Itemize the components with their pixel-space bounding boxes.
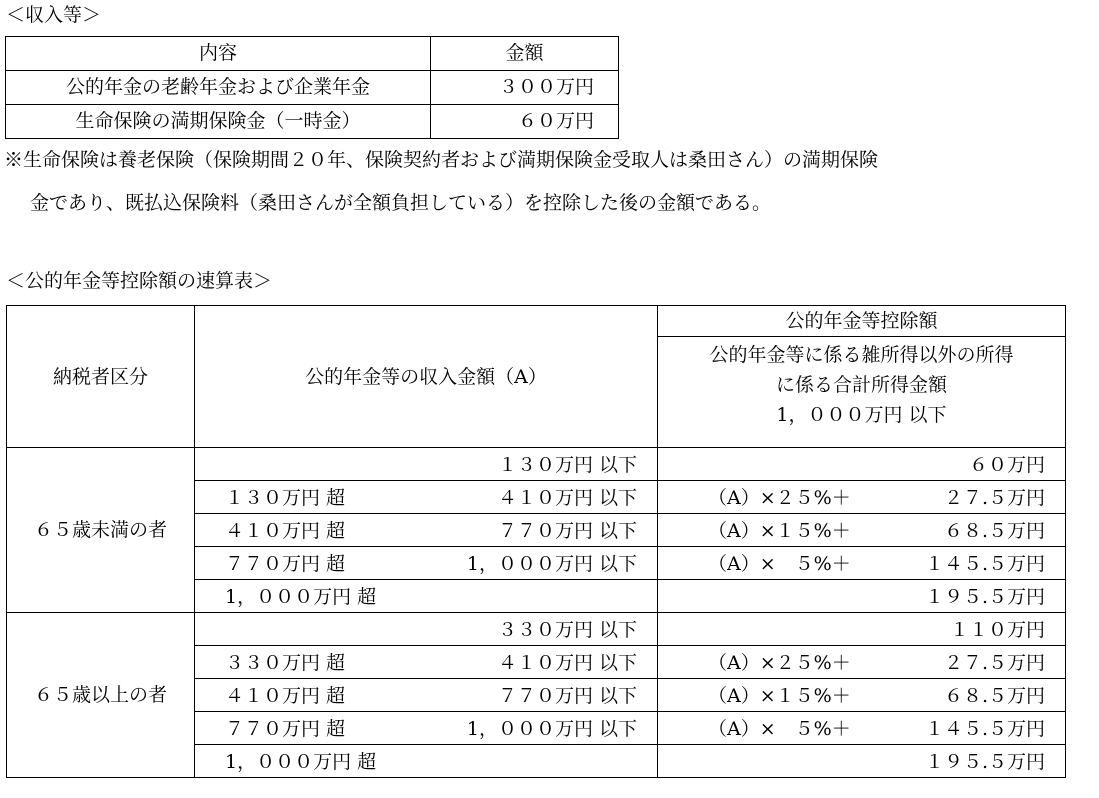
income-upper-bound: ４１０万円 以下 bbox=[497, 487, 637, 509]
income-upper-bound: １３０万円 以下 bbox=[497, 454, 637, 476]
income-header-amount: 金額 bbox=[431, 37, 619, 71]
income-range bbox=[195, 613, 658, 646]
income-upper-bound: ７７０万円 以下 bbox=[497, 685, 637, 707]
income-lower-bound: ３３０万円 超 bbox=[225, 652, 346, 674]
deduction-row bbox=[7, 448, 1066, 481]
header-condition bbox=[658, 337, 1066, 448]
deduction-amount bbox=[658, 646, 1066, 679]
deduction-formula: （A）×１５%＋ bbox=[708, 520, 851, 542]
deduction-amount bbox=[658, 613, 1066, 646]
insurance-note-line1: ※生命保険は養老保険（保険期間２０年、保険契約者および満期保険金受取人は桑田さん）の満期保険 bbox=[4, 149, 879, 171]
deduction-formula: （A）× ５%＋ bbox=[708, 553, 851, 575]
deduction-formula: （A）× ５%＋ bbox=[708, 718, 851, 740]
income-upper-bound: ４１０万円 以下 bbox=[497, 652, 637, 674]
deduction-formula: （A）×２５%＋ bbox=[708, 487, 851, 509]
deduction-amount bbox=[658, 481, 1066, 514]
deduction-amount bbox=[658, 580, 1066, 613]
income-range bbox=[195, 448, 658, 481]
deduction-row bbox=[7, 613, 1066, 646]
deduction-amount bbox=[658, 679, 1066, 712]
deduction-amount bbox=[658, 448, 1066, 481]
deduction-value: ２７.５万円 bbox=[943, 652, 1045, 674]
income-header-item: 内容 bbox=[6, 37, 431, 71]
income-lower-bound: １３０万円 超 bbox=[225, 487, 346, 509]
deduction-value: ６０万円 bbox=[968, 454, 1045, 476]
deduction-value: ２７.５万円 bbox=[943, 487, 1045, 509]
income-range bbox=[195, 514, 658, 547]
income-row-item: 公的年金の老齢年金および企業年金 bbox=[6, 71, 431, 105]
income-range bbox=[195, 679, 658, 712]
income-lower-bound: ４１０万円 超 bbox=[225, 520, 346, 542]
deduction-formula: （A）×１５%＋ bbox=[708, 685, 851, 707]
income-row bbox=[6, 105, 619, 139]
income-upper-bound: ３３０万円 以下 bbox=[497, 619, 637, 641]
insurance-note-line2: 金であり、既払込保険料（桑田さんが全額負担している）を控除した後の金額である。 bbox=[30, 192, 772, 214]
income-row-item: 生命保険の満期保険金（一時金） bbox=[6, 105, 431, 139]
deduction-amount bbox=[658, 745, 1066, 778]
income-lower-bound: ４１０万円 超 bbox=[225, 685, 346, 707]
header-income: 公的年金等の収入金額（A） bbox=[195, 306, 658, 448]
income-range bbox=[195, 481, 658, 514]
header-category: 納税者区分 bbox=[7, 306, 195, 448]
taxpayer-category: ６５歳以上の者 bbox=[7, 613, 195, 778]
income-range bbox=[195, 580, 658, 613]
deduction-formula: （A）×２５%＋ bbox=[708, 652, 851, 674]
income-range bbox=[195, 547, 658, 580]
deduction-header-row bbox=[7, 306, 1066, 337]
income-lower-bound: ７７０万円 超 bbox=[225, 718, 346, 740]
taxpayer-category: ６５歳未満の者 bbox=[7, 448, 195, 613]
income-row-amount: ３００万円 bbox=[431, 71, 619, 105]
header-condition-line3: 1，０００万円 以下 bbox=[776, 404, 947, 426]
income-range bbox=[195, 646, 658, 679]
deduction-value: １９５.５万円 bbox=[924, 586, 1045, 608]
income-lower-bound: 1，０００万円 超 bbox=[225, 586, 377, 608]
income-table bbox=[5, 36, 619, 139]
header-condition-line1: 公的年金等に係る雑所得以外の所得 bbox=[709, 344, 1014, 366]
deduction-value: ６８.５万円 bbox=[943, 520, 1045, 542]
income-range bbox=[195, 712, 658, 745]
header-deduction: 公的年金等控除額 bbox=[658, 306, 1066, 337]
income-row-amount: ６０万円 bbox=[431, 105, 619, 139]
deduction-value: １４５.５万円 bbox=[924, 553, 1045, 575]
income-row bbox=[6, 71, 619, 105]
deduction-amount bbox=[658, 547, 1066, 580]
deduction-table bbox=[6, 305, 1066, 778]
income-lower-bound: 1，０００万円 超 bbox=[225, 751, 377, 773]
income-upper-bound: 1，０００万円 以下 bbox=[466, 553, 637, 575]
deduction-value: １９５.５万円 bbox=[924, 751, 1045, 773]
deduction-heading: ＜公的年金等控除額の速算表＞ bbox=[6, 270, 273, 292]
deduction-value: １１０万円 bbox=[949, 619, 1045, 641]
income-range bbox=[195, 745, 658, 778]
income-upper-bound: 1，０００万円 以下 bbox=[466, 718, 637, 740]
income-upper-bound: ７７０万円 以下 bbox=[497, 520, 637, 542]
deduction-value: １４５.５万円 bbox=[924, 718, 1045, 740]
income-lower-bound: ７７０万円 超 bbox=[225, 553, 346, 575]
deduction-value: ６８.５万円 bbox=[943, 685, 1045, 707]
deduction-amount bbox=[658, 514, 1066, 547]
income-heading: ＜収入等＞ bbox=[6, 4, 102, 26]
deduction-amount bbox=[658, 712, 1066, 745]
income-header-row bbox=[6, 37, 619, 71]
header-condition-line2: に係る合計所得金額 bbox=[775, 374, 947, 396]
